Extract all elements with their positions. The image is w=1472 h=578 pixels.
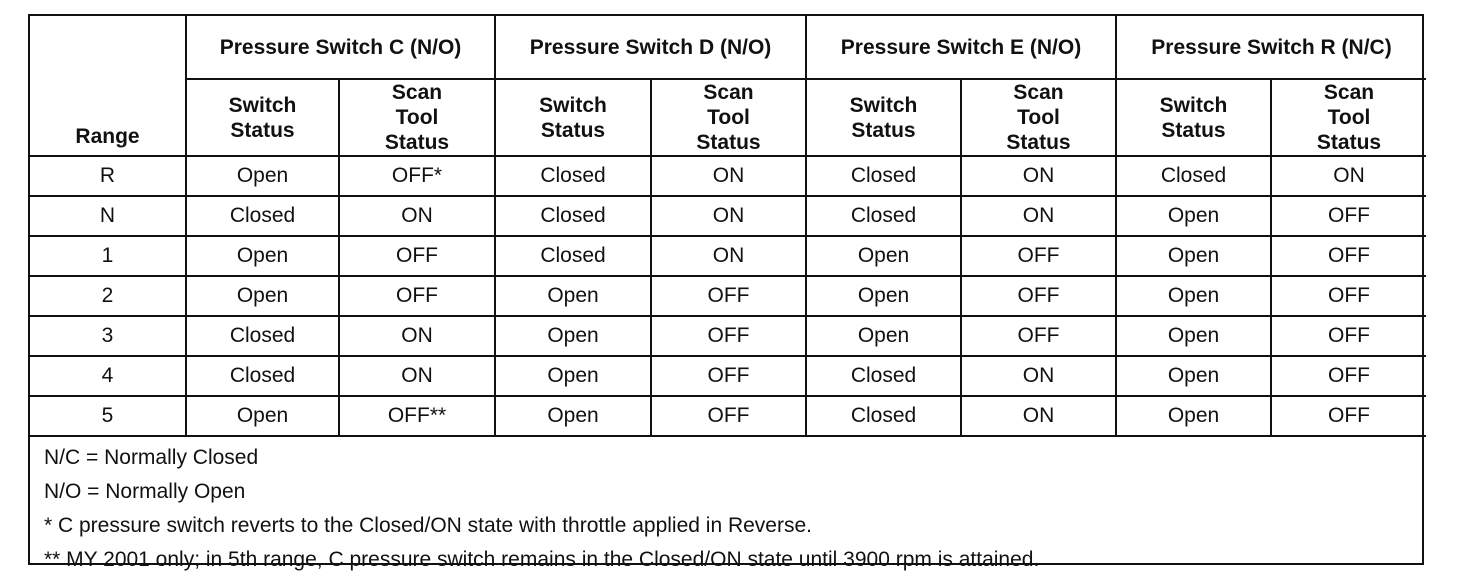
table-row — [30, 316, 1426, 356]
scan-tool-status-cell: ON — [339, 316, 495, 356]
range-header: Range — [30, 16, 186, 156]
switch-status-cell: Open — [1116, 396, 1271, 436]
group-header-d: Pressure Switch D (N/O) — [495, 16, 806, 79]
scan-tool-status-cell: OFF — [1271, 356, 1426, 396]
scan-tool-status-cell: ON — [961, 356, 1116, 396]
table-body — [30, 156, 1426, 436]
scan-tool-status-header: Scan Tool Status — [339, 79, 495, 156]
switch-status-cell: Closed — [806, 396, 961, 436]
switch-status-cell: Closed — [186, 196, 339, 236]
group-header-r: Pressure Switch R (N/C) — [1116, 16, 1426, 79]
switch-status-cell: Open — [186, 236, 339, 276]
switch-status-cell: Closed — [495, 196, 651, 236]
switch-status-cell: Closed — [806, 356, 961, 396]
switch-status-cell: Closed — [186, 316, 339, 356]
scan-tool-status-cell: ON — [651, 156, 806, 196]
scan-tool-status-cell: ON — [961, 156, 1116, 196]
range-cell: R — [30, 156, 186, 196]
switch-status-cell: Open — [495, 356, 651, 396]
switch-status-cell: Open — [186, 156, 339, 196]
note-line: ** MY 2001 only; in 5th range, C pressure switch remains in the Closed/ON state until 3900 rpm is attained. — [44, 548, 1040, 571]
switch-status-header: Switch Status — [806, 79, 961, 156]
table-row — [30, 156, 1426, 196]
table-row — [30, 276, 1426, 316]
switch-status-cell: Open — [1116, 356, 1271, 396]
scan-tool-status-cell: OFF — [651, 396, 806, 436]
pressure-switch-table-frame — [28, 14, 1424, 571]
switch-status-cell: Open — [1116, 236, 1271, 276]
table-row — [30, 396, 1426, 436]
scan-tool-status-cell: OFF** — [339, 396, 495, 436]
scan-tool-status-header: Scan Tool Status — [1271, 79, 1426, 156]
table-row — [30, 356, 1426, 396]
scan-tool-status-cell: OFF — [1271, 236, 1426, 276]
range-cell: 4 — [30, 356, 186, 396]
switch-status-cell: Closed — [495, 236, 651, 276]
switch-status-cell: Open — [495, 316, 651, 356]
scan-tool-status-cell: OFF — [651, 316, 806, 356]
scan-tool-status-cell: ON — [339, 356, 495, 396]
switch-status-cell: Open — [1116, 276, 1271, 316]
pressure-switch-table — [30, 16, 1426, 437]
scan-tool-status-cell: ON — [961, 196, 1116, 236]
switch-status-cell: Open — [186, 396, 339, 436]
scan-tool-status-cell: ON — [961, 396, 1116, 436]
switch-status-header: Switch Status — [1116, 79, 1271, 156]
scan-tool-status-cell: OFF — [961, 316, 1116, 356]
switch-status-cell: Open — [806, 276, 961, 316]
scan-tool-status-cell: OFF — [961, 236, 1116, 276]
scan-tool-status-cell: OFF — [339, 236, 495, 276]
switch-status-cell: Closed — [806, 156, 961, 196]
scan-tool-status-cell: OFF — [961, 276, 1116, 316]
switch-status-cell: Open — [1116, 196, 1271, 236]
range-cell: N — [30, 196, 186, 236]
scan-tool-status-cell: ON — [651, 196, 806, 236]
switch-status-cell: Open — [186, 276, 339, 316]
switch-status-header: Switch Status — [186, 79, 339, 156]
note-line: N/O = Normally Open — [44, 480, 246, 503]
switch-status-cell: Open — [495, 276, 651, 316]
switch-status-cell: Closed — [1116, 156, 1271, 196]
switch-status-cell: Closed — [495, 156, 651, 196]
scan-tool-status-cell: ON — [1271, 156, 1426, 196]
switch-status-cell: Open — [806, 236, 961, 276]
group-header-e: Pressure Switch E (N/O) — [806, 16, 1116, 79]
switch-status-cell: Open — [1116, 316, 1271, 356]
scan-tool-status-cell: ON — [651, 236, 806, 276]
switch-status-cell: Closed — [806, 196, 961, 236]
scan-tool-status-cell: OFF — [1271, 396, 1426, 436]
note-line: N/C = Normally Closed — [44, 446, 259, 469]
notes — [30, 437, 1422, 577]
scan-tool-status-header: Scan Tool Status — [651, 79, 806, 156]
switch-status-cell: Open — [806, 316, 961, 356]
range-cell: 3 — [30, 316, 186, 356]
table-row — [30, 236, 1426, 276]
scan-tool-status-cell: OFF — [1271, 276, 1426, 316]
switch-status-header: Switch Status — [495, 79, 651, 156]
scan-tool-status-cell: OFF — [1271, 196, 1426, 236]
table-row — [30, 196, 1426, 236]
scan-tool-status-cell: OFF* — [339, 156, 495, 196]
scan-tool-status-cell: OFF — [339, 276, 495, 316]
scan-tool-status-cell: OFF — [1271, 316, 1426, 356]
scan-tool-status-header: Scan Tool Status — [961, 79, 1116, 156]
note-line: * C pressure switch reverts to the Closed/ON state with throttle applied in Reverse. — [44, 514, 812, 537]
scan-tool-status-cell: OFF — [651, 276, 806, 316]
range-cell: 5 — [30, 396, 186, 436]
switch-status-cell: Open — [495, 396, 651, 436]
range-cell: 1 — [30, 236, 186, 276]
switch-status-cell: Closed — [186, 356, 339, 396]
range-cell: 2 — [30, 276, 186, 316]
scan-tool-status-cell: OFF — [651, 356, 806, 396]
group-header-c: Pressure Switch C (N/O) — [186, 16, 495, 79]
scan-tool-status-cell: ON — [339, 196, 495, 236]
